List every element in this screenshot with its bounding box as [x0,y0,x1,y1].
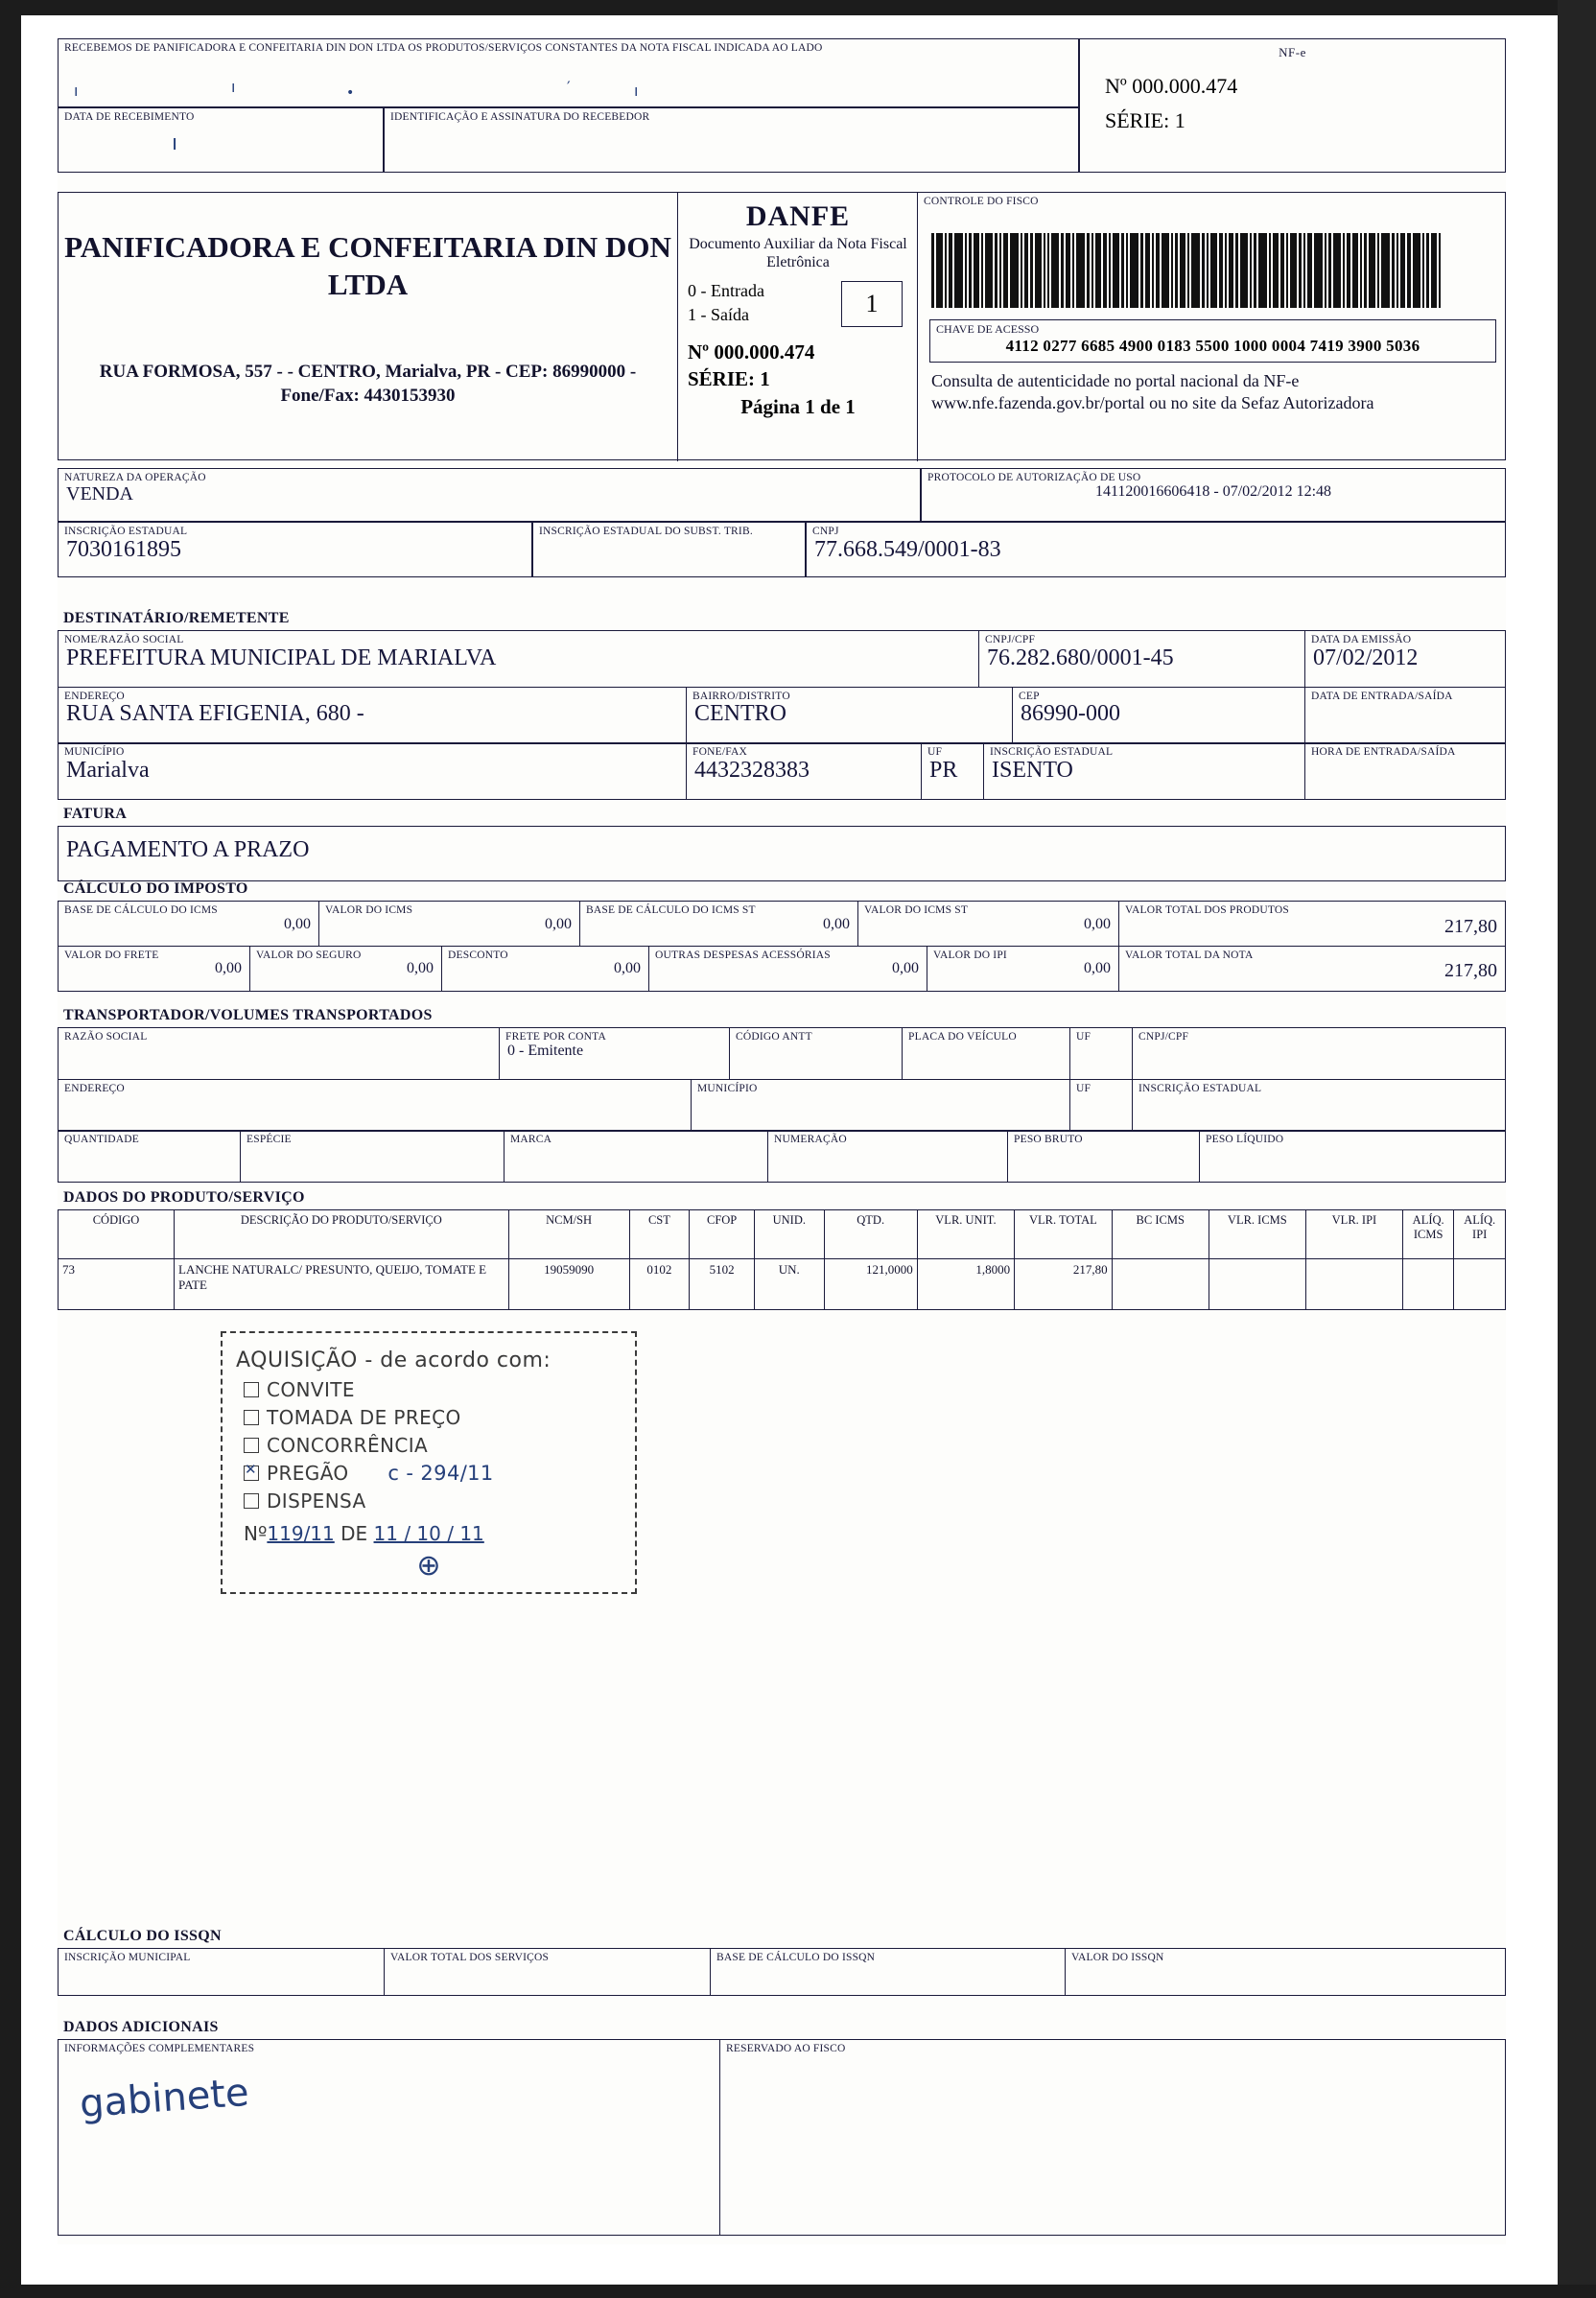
dest-fone-value: 4432328383 [694,757,810,783]
ie-st-label: INSCRIÇÃO ESTADUAL DO SUBST. TRIB. [539,526,753,537]
cell-qtd: 121,0000 [824,1259,917,1310]
imposto-vlr-icms-label: VALOR DO ICMS [325,904,413,916]
stamp-option-dispensa-label: DISPENSA [267,1489,366,1512]
col-ncm: NCM/SH [508,1210,629,1259]
dest-fone-label: FONE/FAX [692,746,747,758]
handwriting-mark-2: ı [231,78,236,96]
transp-especie-label: ESPÉCIE [246,1134,292,1145]
transp-frete-conta-label: FRETE POR CONTA [505,1031,606,1043]
header-block [58,192,1506,460]
transportador-row-1 [58,1027,1506,1080]
emitter-name: PANIFICADORA E CONFEITARIA DIN DON LTDA [64,230,671,301]
transp-codigo-antt [729,1027,902,1080]
fatura-section [58,796,1506,881]
col-unid: UNID. [754,1210,824,1259]
imposto-desconto-label: DESCONTO [448,949,508,961]
adicionais-section [58,2009,1506,2236]
info-complementares-box [58,2039,719,2236]
produtos-section-title: DADOS DO PRODUTO/SERVIÇO [63,1189,305,1206]
transp-quantidade [58,1130,240,1183]
dest-hora-box [1304,742,1506,800]
issqn-base-calculo [710,1948,1065,1996]
imposto-outras-despesas-label: OUTRAS DESPESAS ACESSÓRIAS [655,949,831,961]
transp-razao-social [58,1027,499,1080]
dest-ie-value: ISENTO [992,757,1073,783]
imposto-desconto-value: 0,00 [614,960,641,977]
protocolo-box [921,468,1506,522]
dest-cnpj-value: 76.282.680/0001-45 [987,645,1174,670]
cell-cfop: 5102 [690,1259,755,1310]
col-vlr-ipi: VLR. IPI [1305,1210,1402,1259]
dest-bairro-box [686,687,1012,744]
imposto-vlr-total-produtos [1118,901,1506,947]
imposto-vlr-icms-st [857,901,1118,947]
cell-codigo: 73 [59,1259,175,1310]
emitter-box [59,193,677,461]
dest-municipio-box [58,742,686,800]
imposto-vlr-total-nota-label: VALOR TOTAL DA NOTA [1125,949,1254,961]
ie-label: INSCRIÇÃO ESTADUAL [64,526,188,537]
checkbox-icon-convite [244,1382,259,1397]
receipt-signature-label: IDENTIFICAÇÃO E ASSINATURA DO RECEBEDOR [390,111,650,123]
scan-edge-right [1558,0,1596,2298]
col-aliq-ipi: ALÍQ. IPI [1454,1210,1506,1259]
stamp-option-convite [244,1378,635,1401]
transp-marca [504,1130,767,1183]
transp-municipio [691,1079,1069,1132]
receipt-nfe-series: SÉRIE: 1 [1105,108,1185,132]
dest-emissao-box [1304,630,1506,688]
receipt-text-box [58,38,1079,107]
transp-frete-conta-value: 0 - Emitente [507,1042,584,1059]
receipt-left [58,38,1079,173]
table-row [59,1259,1506,1310]
imposto-section [58,871,1506,992]
adicionais-row [58,2039,1506,2236]
danfe-box [677,193,918,461]
transp-especie [240,1130,504,1183]
transportador-row-3 [58,1130,1506,1183]
dest-municipio-value: Marialva [66,757,150,783]
imposto-frete [58,946,249,992]
imposto-bc-icms [58,901,318,947]
stamp-de-label: DE [340,1522,368,1545]
transp-razao-social-label: RAZÃO SOCIAL [64,1031,148,1043]
dest-endereco-value: RUA SANTA EFIGENIA, 680 - [66,701,364,727]
imposto-vlr-total-nota [1118,946,1506,992]
dest-municipio-label: MUNICÍPIO [64,746,125,758]
transp-codigo-antt-label: CÓDIGO ANTT [736,1031,812,1043]
issqn-valor-servicos-label: VALOR TOTAL DOS SERVIÇOS [390,1952,550,1963]
transp-peso-bruto-label: PESO BRUTO [1014,1134,1083,1145]
fatura-section-title: FATURA [63,806,128,822]
imposto-frete-value: 0,00 [215,960,242,977]
dest-cep-box [1012,687,1304,744]
reservado-fisco-box [719,2039,1506,2236]
imposto-ipi-value: 0,00 [1084,960,1111,977]
chave-acesso-value: 4112 0277 6685 4900 0183 5500 1000 0004 7419 3900 5036 [1005,336,1420,355]
chave-acesso-label: CHAVE DE ACESSO [936,321,1040,336]
cell-aliq-icms [1402,1259,1453,1310]
danfe-page: Página 1 de 1 [740,395,856,419]
cell-bc-icms [1112,1259,1209,1310]
stamp-data-value: 11 / 10 / 11 [373,1522,484,1545]
transp-placa [902,1027,1069,1080]
cell-descricao: LANCHE NATURALC/ PRESUNTO, QUEIJO, TOMATE E PATE [175,1259,509,1310]
transp-peso-liquido [1199,1130,1506,1183]
dest-endereco-box [58,687,686,744]
imposto-bc-icms-st [579,901,857,947]
destinatario-row-2 [58,687,1506,744]
checkbox-icon-tomada [244,1410,259,1425]
issqn-valor-servicos [384,1948,710,1996]
natureza-box [58,468,921,522]
receipt-nfe-number: Nº 000.000.474 [1105,74,1238,98]
transp-uf-1-label: UF [1076,1031,1091,1043]
transp-ie-label: INSCRIÇÃO ESTADUAL [1138,1082,1262,1094]
dest-cnpj-box [978,630,1304,688]
col-bc-icms: BC ICMS [1112,1210,1209,1259]
handwriting-mark-4: ′ [567,78,571,96]
imposto-seguro-label: VALOR DO SEGURO [256,949,362,961]
scan-edge-left [0,0,21,2298]
cell-cst: 0102 [629,1259,690,1310]
natureza-value: VENDA [66,482,133,504]
ie-row [58,522,1506,577]
cell-aliq-ipi [1454,1259,1506,1310]
col-vlr-icms: VLR. ICMS [1209,1210,1305,1259]
fatura-value: PAGAMENTO A PRAZO [66,837,310,862]
dest-data-entrada-box [1304,687,1506,744]
dest-nome-label: NOME/RAZÃO SOCIAL [64,634,184,645]
dest-emissao-value: 07/02/2012 [1313,645,1419,670]
transportador-section-title: TRANSPORTADOR/VOLUMES TRANSPORTADOS [63,1007,433,1023]
stamp-pregao-note: c - 294/11 [387,1462,494,1485]
imposto-vlr-icms [318,901,579,947]
nfe-tag: NF-e [1279,45,1306,59]
natureza-label: NATUREZA DA OPERAÇÃO [64,472,206,483]
cnpj-box [806,522,1506,577]
imposto-seguro-value: 0,00 [407,960,434,977]
stamp-numero-prefix: Nº [244,1522,268,1545]
imposto-desconto [441,946,648,992]
destinatario-section [58,600,1506,800]
produtos-header-row [59,1210,1506,1259]
chave-acesso-box [929,319,1496,363]
receipt-strip [58,38,1506,173]
transportador-section [58,997,1506,1183]
dest-cep-value: 86990-000 [1021,701,1120,727]
cell-unid: UN. [754,1259,824,1310]
issqn-row [58,1948,1506,1996]
receipt-signature-box [384,107,1079,173]
imposto-outras-despesas-value: 0,00 [892,960,919,977]
stamp-option-pregao [244,1462,635,1485]
ie-box [58,522,532,577]
imposto-bc-icms-st-value: 0,00 [823,915,850,932]
emitter-address: RUA FORMOSA, 557 - - CENTRO, Marialva, PR - CEP: 86990000 - Fone/Fax: 4430153930 [99,361,637,407]
dest-cep-label: CEP [1019,690,1040,702]
transp-uf-1 [1069,1027,1132,1080]
imposto-vlr-total-produtos-value: 217,80 [1444,915,1497,937]
handwriting-mark-6: ı [172,131,178,155]
transp-numeracao-label: NUMERAÇÃO [774,1134,847,1145]
transp-quantidade-label: QUANTIDADE [64,1134,140,1145]
reservado-fisco-label: RESERVADO AO FISCO [726,2043,846,2054]
destinatario-row-3 [58,742,1506,800]
imposto-section-title: CÁLCULO DO IMPOSTO [63,880,248,897]
handwriting-mark-1: ı [74,82,79,100]
transp-uf-2-label: UF [1076,1082,1091,1094]
acquisition-stamp [221,1331,637,1594]
transp-endereco-label: ENDEREÇO [64,1082,125,1094]
stamp-numero-value: 119/11 [267,1522,335,1545]
imposto-vlr-total-nota-value: 217,80 [1444,960,1497,982]
transp-numeracao [767,1130,1007,1183]
issqn-inscricao-municipal-label: INSCRIÇÃO MUNICIPAL [64,1952,191,1963]
imposto-vlr-icms-st-value: 0,00 [1084,915,1111,932]
imposto-ipi [927,946,1118,992]
danfe-number: Nº 000.000.474 [688,340,815,364]
imposto-bc-icms-label: BASE DE CÁLCULO DO ICMS [64,904,218,916]
dest-fone-box [686,742,921,800]
issqn-section-title: CÁLCULO DO ISSQN [63,1928,222,1944]
dest-ie-label: INSCRIÇÃO ESTADUAL [990,746,1114,758]
cell-vlr-unit: 1,8000 [917,1259,1014,1310]
scan-edge-top [0,0,1596,15]
receipt-text: RECEBEMOS DE PANIFICADORA E CONFEITARIA DIN DON LTDA OS PRODUTOS/SERVIÇOS CONSTANTES DA NOTA FISCAL INDICADA AO LADO [64,42,823,54]
handwriting-mark-5: ı [634,82,639,100]
dest-nome-box [58,630,978,688]
stamp-option-tomada [244,1406,635,1429]
cell-vlr-icms [1209,1259,1305,1310]
dest-uf-label: UF [927,746,943,758]
transp-cnpj [1132,1027,1506,1080]
dest-nome-value: PREFEITURA MUNICIPAL DE MARIALVA [66,645,497,670]
imposto-bc-icms-value: 0,00 [284,915,311,932]
imposto-row-1 [58,901,1506,947]
issqn-inscricao-municipal [58,1948,384,1996]
fisco-label: CONTROLE DO FISCO [924,196,1039,207]
natureza-row [58,468,1506,522]
stamp-numero-line [244,1522,635,1545]
danfe-entrada-label: 0 - Entrada [688,281,764,301]
issqn-section [58,1918,1506,1996]
col-qtd: QTD. [824,1210,917,1259]
protocolo-label: PROTOCOLO DE AUTORIZAÇÃO DE USO [927,472,1141,483]
imposto-bc-icms-st-label: BASE DE CÁLCULO DO ICMS ST [586,904,756,916]
transp-ie [1132,1079,1506,1132]
fisco-box [917,193,1508,461]
consulta-text: Consulta de autenticidade no portal nacional da NF-e www.nfe.fazenda.gov.br/portal ou no site da Sefaz Autorizadora [931,370,1374,413]
imposto-outras-despesas [648,946,927,992]
transp-marca-label: MARCA [510,1134,552,1145]
danfe-saida-label: 1 - Saída [688,305,749,325]
col-descricao: DESCRIÇÃO DO PRODUTO/SERVIÇO [175,1210,509,1259]
danfe-sheet [58,38,1506,2244]
transp-placa-label: PLACA DO VEÍCULO [908,1031,1017,1043]
protocolo-value: 141120016606418 - 07/02/2012 12:48 [1094,482,1332,500]
col-vlr-unit: VLR. UNIT. [917,1210,1014,1259]
col-vlr-total: VLR. TOTAL [1015,1210,1113,1259]
handwriting-mark-3: • [346,85,355,101]
stamp-option-dispensa [244,1489,635,1512]
stamp-option-concorrencia [244,1434,635,1457]
issqn-base-calculo-label: BASE DE CÁLCULO DO ISSQN [716,1952,876,1963]
imposto-row-2 [58,946,1506,992]
dest-data-entrada-label: DATA DE ENTRADA/SAÍDA [1311,690,1453,702]
ie-value: 7030161895 [66,536,181,562]
transp-peso-bruto [1007,1130,1199,1183]
dest-hora-label: HORA DE ENTRADA/SAÍDA [1311,746,1456,758]
ie-st-box [532,522,806,577]
transp-endereco [58,1079,691,1132]
receipt-date-label: DATA DE RECEBIMENTO [64,111,195,123]
checkbox-icon-concorrencia [244,1438,259,1453]
scan-edge-bottom [0,2285,1596,2298]
dest-cnpj-label: CNPJ/CPF [985,634,1036,645]
imposto-vlr-icms-value: 0,00 [545,915,572,932]
dest-endereco-label: ENDEREÇO [64,690,125,702]
transp-cnpj-label: CNPJ/CPF [1138,1031,1189,1043]
danfe-subtitle: Documento Auxiliar da Nota Fiscal Eletrônica [689,236,907,271]
col-cfop: CFOP [690,1210,755,1259]
transportador-row-2 [58,1079,1506,1132]
stamp-option-tomada-label: TOMADA DE PREÇO [267,1406,461,1429]
col-aliq-icms: ALÍQ. ICMS [1402,1210,1453,1259]
handwritten-note: gabinete [78,2070,251,2127]
transp-uf-2 [1069,1079,1132,1132]
checkbox-icon-pregao-checked [244,1466,259,1481]
stamp-option-convite-label: CONVITE [267,1378,355,1401]
stamp-option-pregao-label: PREGÃO [267,1462,349,1485]
dest-bairro-value: CENTRO [694,701,786,727]
barcode-image [931,233,1494,308]
cell-vlr-total: 217,80 [1015,1259,1113,1310]
col-cst: CST [629,1210,690,1259]
receipt-nfe-box [1079,38,1506,173]
destinatario-row-1 [58,630,1506,688]
dest-uf-value: PR [929,757,958,783]
receipt-date-box [58,107,384,173]
issqn-valor-label: VALOR DO ISSQN [1071,1952,1164,1963]
stamp-title: AQUISIÇÃO - de acordo com: [236,1348,552,1372]
imposto-seguro [249,946,441,992]
info-complementares-label: INFORMAÇÕES COMPLEMENTARES [64,2043,255,2054]
checkbox-icon-dispensa [244,1493,259,1509]
cnpj-label: CNPJ [812,526,839,537]
stamp-signature: ⊕ [416,1549,441,1583]
danfe-title: DANFE [745,200,851,232]
issqn-valor [1065,1948,1506,1996]
cell-ncm: 19059090 [508,1259,629,1310]
dest-emissao-label: DATA DA EMISSÃO [1311,634,1412,645]
imposto-frete-label: VALOR DO FRETE [64,949,159,961]
transp-peso-liquido-label: PESO LÍQUIDO [1206,1134,1284,1145]
produtos-table [58,1209,1506,1310]
adicionais-section-title: DADOS ADICIONAIS [63,2019,219,2035]
stamp-option-concorrencia-label: CONCORRÊNCIA [267,1434,429,1457]
transp-municipio-label: MUNICÍPIO [697,1082,758,1094]
transp-frete-conta [499,1027,729,1080]
col-codigo: CÓDIGO [59,1210,175,1259]
danfe-series: SÉRIE: 1 [688,367,770,391]
destinatario-section-title: DESTINATÁRIO/REMETENTE [63,610,290,626]
dest-ie-box [983,742,1304,800]
cell-vlr-ipi [1305,1259,1402,1310]
imposto-ipi-label: VALOR DO IPI [933,949,1007,961]
cnpj-value: 77.668.549/0001-83 [814,536,1001,562]
produtos-section [58,1180,1506,1310]
imposto-vlr-icms-st-label: VALOR DO ICMS ST [864,904,969,916]
danfe-tipo-value: 1 [841,281,903,327]
dest-uf-box [921,742,983,800]
imposto-vlr-total-produtos-label: VALOR TOTAL DOS PRODUTOS [1125,904,1289,916]
dest-bairro-label: BAIRRO/DISTRITO [692,690,790,702]
